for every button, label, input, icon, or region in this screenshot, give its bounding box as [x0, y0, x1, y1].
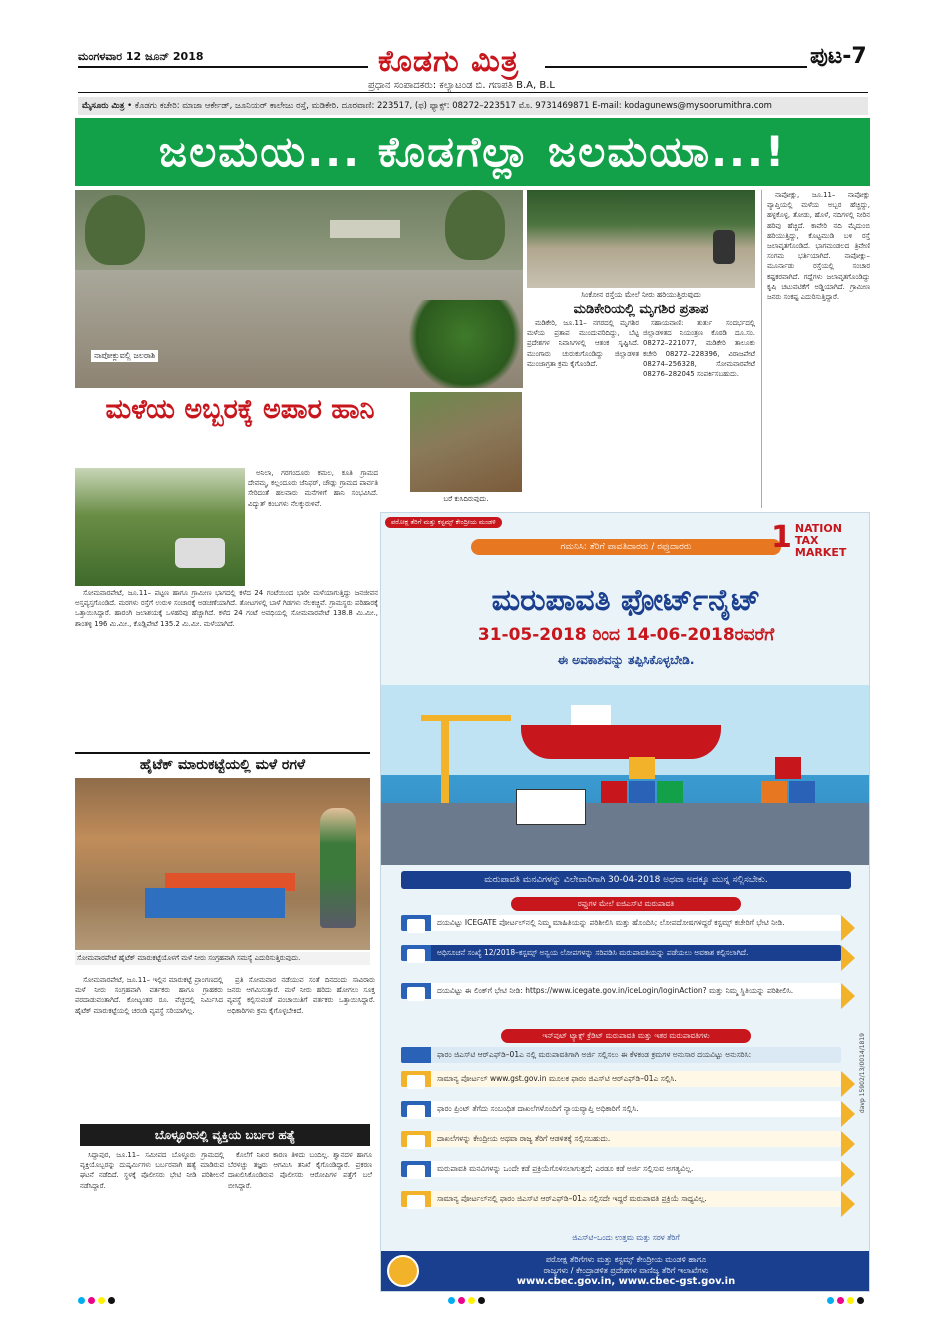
ad-row-text: ಅಧಿಸೂಚನೆ ಸಂಖ್ಯೆ 12/2018–ಕಸ್ಟಮ್ಸ್ ಅನ್ವಯ ಲೋಪಗಳನ್ನು ಸರಿಪಡಿಸಿ ಮರುಪಾವತಿಯನ್ನು ಪಡೆಯಲು ಅವಕಾಶ ಕಲ್ಪಿಸಲಾಗಿದೆ.: [437, 948, 749, 957]
masthead-rule-left: [78, 66, 368, 68]
ad-row-intro: [401, 1047, 841, 1063]
magenta-dot: [458, 1297, 465, 1304]
container-shape: [761, 781, 787, 803]
article-text: ಸೋಮವಾರಪೇಟೆ, ಜೂ.11– ಪಟ್ಟಣ ಹಾಗೂ ಗ್ರಾಮೀಣ ಭಾಗದಲ್ಲಿ ಕಳೆದ 24 ಗಂಟೆಯಿಂದ ಭಾರೀ ಮಳೆಯಾಗುತ್ತಿದ್ದು ಜನಜೀವನ ಅಸ್ತವ್ಯಸ್ತಗೊಂಡಿದೆ. ಮರಗಳು ರಸ್ತೆಗೆ ಉರುಳಿ ಸಂಚಾರಕ್ಕೆ ಅಡಚಣೆಯಾಗಿದೆ. ತೋಟಗಳಲ್ಲಿ ಬಾಳೆ ಗಿಡಗಳು ನೆಲಕಚ್ಚಿವೆ. ಗ್ರಾಮಸ್ಥರು ಪರಿಹಾರಕ್ಕೆ ಒತ್ತಾಯಿಸಿದ್ದಾರೆ. ಹಾರಂಗಿ ಜಲಾಶಯಕ್ಕೆ ಒಳಹರಿವು ಹೆಚ್ಚಾಗಿದೆ. ಕಳೆದ 24 ಗಂಟೆ ಅವಧಿಯಲ್ಲಿ ಸೋಮವಾರಪೇಟೆ 138.8 ಮಿ.ಮೀ., ಶಾಂತಳ್ಳಿ 196 ಮಿ.ಮೀ., ಕೊಡ್ಲಿಪೇಟೆ 135.2 ಮಿ.ಮೀ. ಮಳೆಯಾಗಿದೆ.: [75, 589, 378, 628]
cbic-emblem-icon: [387, 1255, 419, 1287]
rain-damage-article-side: [248, 468, 378, 588]
article-text: ಸಹಾಯವಾಣಿ: ತುರ್ತು ಸಂದರ್ಭದಲ್ಲಿ ಜಿಲ್ಲಾಡಳಿತದ ನಿಯಂತ್ರಣ ಕೊಠಡಿ ದೂ.ಸಂ. 08272–221077, ಮಡಿಕೇರಿ ತಾಲೂಕು ಕಚೇರಿ 08272–228396, ವಿರಾಜಪೇಟೆ 08274–256328, ಸೋಮವಾರಪೇಟೆ 08276–282045 ಸಂಪರ್ಕಿಸಬಹುದು.: [643, 319, 755, 379]
container-shape: [629, 757, 655, 779]
article-text: ಸಿದ್ದಾಪುರ, ಜೂ.11– ಸಮೀಪದ ಬೊಳ್ಳೂರು ಗ್ರಾಮದಲ್ಲಿ ವ್ಯಕ್ತಿಯೊಬ್ಬರನ್ನು ದುಷ್ಕರ್ಮಿಗಳು ಬರ್ಬರವಾಗಿ ಹತ್ಯೆ ಮಾಡಿರುವ ಘಟನೆ ನಡೆದಿದೆ. ಸ್ಥಳಕ್ಕೆ ಪೊಲೀಸರು ಭೇಟಿ ನೀಡಿ ಪರಿಶೀಲನೆ ನಡೆಸಿದ್ದಾರೆ.: [80, 1151, 224, 1190]
ad-footer: [381, 1251, 870, 1292]
ad-notice: ಗಮನಿಸಿ: ತೆರಿಗೆ ಪಾವತಿದಾರರು / ರಫ್ತುದಾರರು: [471, 539, 781, 555]
container-shape: [657, 781, 683, 803]
napoklu-article: [767, 190, 870, 508]
house-shape: [330, 220, 400, 238]
ad-row-single-processing: [401, 1161, 841, 1177]
brand-line: MARKET: [794, 546, 847, 559]
cyan-dot: [827, 1297, 834, 1304]
container-shape: [629, 781, 655, 803]
ad-row-icegate: [401, 915, 841, 931]
dock-shape: [381, 803, 870, 865]
madikeri-article-col2: [643, 318, 755, 508]
main-headline-banner: ಜಲಮಯ... ಕೊಡಗೆಲ್ಲಾ ಜಲಮಯಾ...!: [75, 118, 870, 186]
ship-shape: [521, 725, 721, 759]
road-photo-caption: ಸಿಂಕೋನ ರಸ್ತೆಯ ಮೇಲೆ ನೀರು ಹರಿಯುತ್ತಿರುವುದು: [581, 290, 701, 299]
tree-shape: [85, 195, 145, 265]
article-text: ಅನಿಲಾ, ಗರಗಂದೂರು ಕಮಲ, ಕೂತಿ ಗ್ರಾಮದ ದೇವಮ್ಮ, ಕಲ್ಲಂದೂರು ಜೆನಿಫರ್, ಚೌಡ್ಲು ಗ್ರಾಮದ ಪಾರ್ವತಿ ಸೇರಿದಂತೆ ಹಲವಾರು ಮನೆಗಳಿಗೆ ಹಾನಿ ಸಂಭವಿಸಿದೆ. ವಿದ್ಯುತ್ ಕಂಬಗಳು ನೆಲಕ್ಕುರುಳಿವೆ.: [248, 469, 378, 508]
crane-arm-shape: [421, 715, 511, 721]
registration-marks-right: [827, 1297, 864, 1304]
plant-shape: [405, 300, 523, 388]
port-illustration: [381, 685, 870, 865]
printer-icon: [407, 1105, 425, 1119]
yellow-dot: [468, 1297, 475, 1304]
column-divider: [761, 190, 762, 508]
ad-row-text: ದಯವಿಟ್ಟು ICEGATE ಪೋರ್ಟಲ್‌ನಲ್ಲಿ ನಿಮ್ಮ ಮಾಹಿತಿಯನ್ನು ಪರಿಶೀಲಿಸಿ ಮತ್ತು ಹೊಂದಿಸಿ; ಲೋಪದೋಷಗಳಿದ್ದರೆ ಕಸ್ಟಮ್ಸ್ ಕಚೇರಿಗೆ ಭೇಟಿ ನೀಡಿ.: [437, 918, 785, 927]
ad-row-text: ಸಾಮಾನ್ಯ ಪೋರ್ಟಲ್ www.gst.gov.in ಮೂಲಕ ಫಾರಂ ಜಿಎಸ್‌ಟಿ ಆರ್‌ಎಫ್‌ಡಿ–01ಎ ಸಲ್ಲಿಸಿ.: [437, 1074, 677, 1083]
ship-cabin-shape: [571, 705, 611, 727]
ad-row-text: ದಯವಿಟ್ಟು ಈ ಲಿಂಕ್‌ಗೆ ಭೇಟಿ ನೀಡಿ: https://www.icegate.gov.in/iceLogin/loginAction? ಮತ್ತು ನಿಮ್ಮ ಸ್ಥಿತಿಯನ್ನು ಪರಿಶೀಲಿಸಿ.: [437, 986, 794, 995]
ad-row-notification: [401, 945, 841, 961]
person-shape: [320, 808, 356, 928]
black-dot: [857, 1297, 864, 1304]
arrow-icon: [841, 1131, 855, 1157]
tree-shape: [445, 190, 505, 260]
ad-row-text: ಮರುಪಾವತಿ ಮನವಿಗಳನ್ನು ಒಂದೇ ಕಡೆ ಪ್ರಕ್ರಿಯೆಗೊಳಿಸಲಾಗುತ್ತದೆ; ಎರಡೂ ಕಡೆ ಅರ್ಜಿ ಸಲ್ಲಿಸುವ ಅಗತ್ಯವಿಲ್ಲ.: [437, 1164, 694, 1173]
madikeri-article-col1: [527, 318, 639, 508]
ad-row-link: [401, 983, 841, 999]
cyan-dot: [78, 1297, 85, 1304]
crane-shape: [441, 715, 449, 815]
article-text: ಸೋಮವಾರಪೇಟೆ, ಜೂ.11– ಇಲ್ಲಿನ ಮಾರುಕಟ್ಟೆ ಪ್ರಾಂಗಣದಲ್ಲಿ ಮಳೆ ನೀರು ಸಂಗ್ರಹವಾಗಿ ವರ್ತಕರು ಹಾಗೂ ಗ್ರಾಹಕರು ಪರದಾಡುವಂತಾಗಿದೆ. ಕೋಟ್ಯಂತರ ರೂ. ವೆಚ್ಚದಲ್ಲಿ ನಿರ್ಮಿಸಿದ ಹೈಟೆಕ್ ಮಾರುಕಟ್ಟೆಯಲ್ಲಿ ಚರಂಡಿ ವ್ಯವಸ್ಥೆ ಸರಿಯಾಗಿಲ್ಲ.: [75, 976, 223, 1015]
checklist-icon: [407, 1165, 425, 1179]
gst-refund-advert: [380, 512, 870, 1292]
computer-icon: [407, 1075, 425, 1089]
brand-number: 1: [771, 520, 792, 555]
issue-date: ಮಂಗಳವಾರ 12 ಜೂನ್ 2018: [78, 50, 204, 63]
contact-bar: [78, 97, 868, 115]
document-icon: [407, 919, 425, 933]
murder-article-col2: [228, 1150, 372, 1290]
ad-footer-line: ಪರೋಕ್ಷ ತೆರಿಗೆಗಳು ಮತ್ತು ಕಸ್ಟಮ್ಸ್ ಕೇಂದ್ರೀಯ ಮಂಡಳಿ ಹಾಗೂ: [545, 1255, 707, 1264]
yellow-dot: [98, 1297, 105, 1304]
arrow-icon: [841, 1101, 855, 1127]
registration-marks-left: [78, 1297, 115, 1304]
magenta-dot: [837, 1297, 844, 1304]
murder-article-col1: [80, 1150, 224, 1290]
market-photo: [75, 778, 370, 950]
landslide-caption: ಬರೆ ಕುಸಿದಿರುವುದು.: [443, 495, 489, 503]
madikeri-headline: ಮಡಿಕೇರಿಯಲ್ಲಿ ಮೃಗಶಿರ ಪ್ರತಾಪ: [573, 302, 709, 317]
article-text: ಮಡಿಕೇರಿ, ಜೂ.11– ನಗರದಲ್ಲಿ ಮೃಗಶಿರ ಮಳೆಯ ಪ್ರತಾಪ ಮುಂದುವರಿದಿದ್ದು, ಬೆಟ್ಟ ಪ್ರದೇಶಗಳ ನಿವಾಸಿಗಳಲ್ಲಿ ಆತಂಕ ಸೃಷ್ಟಿಸಿದೆ. ಮುಂಗಾರು ಚುರುಕುಗೊಂಡಿದ್ದು ಜಿಲ್ಲಾಡಳಿತ ಮುಂಜಾಗ್ರತಾ ಕ್ರಮ ಕೈಗೊಂಡಿದೆ.: [527, 319, 639, 368]
cyan-dot: [448, 1297, 455, 1304]
ad-row-gst-portal: [401, 1071, 841, 1087]
car-shape: [175, 538, 225, 568]
officer-icon: [407, 1135, 425, 1149]
market-article-col2: [227, 975, 375, 1120]
ad-row-submit-docs: [401, 1131, 841, 1147]
landslide-photo: [410, 392, 522, 492]
page-number: ಪುಟ-7: [810, 44, 867, 69]
arrow-icon: [841, 1191, 855, 1217]
contact-details: • ಕೊಡಗು ಕಚೇರಿ: ಮಾಜಾ ಆರ್ಕೇಡ್, ಜೂನಿಯರ್ ಕಾಲೇಜು ರಸ್ತೆ, ಮಡಿಕೇರಿ. ದೂರವಾಣಿ: 223517, (ಫ) ಫ್ಯಾಕ್ಸ್: 08272–223517 ಮೊ. 9731469871 E-mail: kodagunews@mysoorumithra.com: [124, 101, 772, 111]
notice-icon: [407, 949, 425, 963]
ad-row-text: ಫಾರಂ ಪ್ರಿಂಟ್ ತೆಗೆದು ಸಂಬಂಧಿತ ದಾಖಲೆಗಳೊಂದಿಗೆ ನ್ಯಾಯವ್ಯಾಪ್ತಿ ಅಧಿಕಾರಿಗೆ ಸಲ್ಲಿಸಿ.: [437, 1104, 639, 1113]
arrow-icon: [841, 1161, 855, 1187]
ad-row-text: ಫಾರಂ ಜಿಎಸ್‌ಟಿ ಆರ್‌ಎಫ್‌ಡಿ–01ಎ ನಲ್ಲಿ ಮರುಪಾವತಿಗಾಗಿ ಅರ್ಜಿ ಸಲ್ಲಿಸಲು ಈ ಕೆಳಕಂಡ ಕ್ರಮಗಳ ಅನುಸಾರ ದಯವಿಟ್ಟು ಅನುಸರಿಸಿ:: [437, 1050, 752, 1059]
ad-footer-line: ರಾಜ್ಯಗಳು / ಕೇಂದ್ರಾಡಳಿತ ಪ್ರದೇಶಗಳ ವಾಣಿಜ್ಯ ತೆರಿಗೆ ಇಲಾಖೆಗಳು: [543, 1266, 709, 1275]
computer-icon: [407, 987, 425, 1001]
ad-websites: www.cbec.gov.in, www.cbec-gst.gov.in: [516, 1276, 736, 1287]
magenta-dot: [88, 1297, 95, 1304]
ad-deadline-note: ಮರುಪಾವತಿ ಮನವಿಗಳನ್ನು ವಿಲೇವಾರಿಗಾಗಿ 30-04-2018 ಅಥವಾ ಅದಕ್ಕೂ ಮುನ್ನ ಸಲ್ಲಿಸಬೇಕು.: [401, 871, 851, 889]
murder-headline: ಬೊಳ್ಳೂರಿನಲ್ಲಿ ವ್ಯಕ್ತಿಯ ಬರ್ಬರ ಹತ್ಯೆ: [80, 1124, 370, 1146]
banana-plantation-photo: [75, 468, 245, 586]
computer-icon: [407, 1195, 425, 1209]
market-photo-caption: ಸೋಮವಾರಪೇಟೆ ಹೈಟೆಕ್ ಮಾರುಕಟ್ಟೆಯೊಳಗೆ ಮಳೆ ನೀರು ಸಂಗ್ರಹವಾಗಿ ಸಮಸ್ಯೆ ಎದುರಿಸುತ್ತಿರುವುದು.: [75, 952, 370, 965]
registration-marks-center: [448, 1297, 485, 1304]
brand-line: TAX: [794, 534, 819, 547]
black-dot: [108, 1297, 115, 1304]
ad-release-code: davp 15902/13/0014/1819: [859, 1033, 866, 1114]
ad-row-print-form: [401, 1101, 841, 1117]
road-flood-photo: [527, 190, 755, 288]
arrow-icon: [841, 915, 855, 941]
arrow-icon: [841, 983, 855, 1009]
black-dot: [478, 1297, 485, 1304]
container-shape: [789, 781, 815, 803]
chief-editor-line: ಪ್ರಧಾನ ಸಂಪಾದಕರು: ಕಲ್ಯಾಟಂಡ ಬಿ. ಗಣಪತಿ B.A, B.L: [368, 80, 555, 91]
container-shape: [601, 781, 627, 803]
rain-damage-article: [75, 588, 378, 748]
ad-row-text: ದಾಖಲೆಗಳನ್ನು ಕೇಂದ್ರೀಯ ಅಥವಾ ರಾಜ್ಯ ತೆರಿಗೆ ಆಡಳಿತಕ್ಕೆ ಸಲ್ಲಿಸಬಹುದು.: [437, 1134, 611, 1143]
ad-row-text: ಸಾಮಾನ್ಯ ಪೋರ್ಟಲ್‌ನಲ್ಲಿ ಫಾರಂ ಜಿಎಸ್‌ಟಿ ಆರ್‌ಎಫ್‌ಡಿ–01ಎ ಸಲ್ಲಿಸದೇ ಇದ್ದರೆ ಮರುಪಾವತಿ ಪ್ರಕ್ರಿಯೆ ಸಾಧ್ಯವಿಲ್ಲ.: [437, 1194, 707, 1203]
masthead-divider: [78, 92, 868, 93]
truck-shape: [516, 789, 586, 825]
article-text: ಕೊಲೆಗೆ ನಿಖರ ಕಾರಣ ತಿಳಿದು ಬಂದಿಲ್ಲ. ಶ್ವಾನದಳ ಹಾಗೂ ಬೆರಳಚ್ಚು ತಜ್ಞರು ಆಗಮಿಸಿ ತನಿಖೆ ಕೈಗೊಂಡಿದ್ದಾರೆ. ಪ್ರಕರಣ ದಾಖಲಿಸಿಕೊಂಡಿರುವ ಪೊಲೀಸರು ಆರೋಪಿಗಳ ಪತ್ತೆಗೆ ಬಲೆ ಬೀಸಿದ್ದಾರೆ.: [228, 1151, 372, 1190]
rain-damage-headline: ಮಳೆಯ ಅಬ್ಬರಕ್ಕೆ ಅಪಾರ ಹಾನಿ: [105, 394, 375, 425]
ad-section-igst: ರಫ್ತುಗಳ ಮೇಲೆ ಐಜಿಎಸ್‌ಟಿ ಮರುಪಾವತಿ: [511, 897, 741, 911]
arrow-icon: [841, 1071, 855, 1097]
ad-tagline: ಈ ಅವಕಾಶವನ್ನು ತಪ್ಪಿಸಿಕೊಳ್ಳಬೇಡಿ.: [557, 653, 695, 667]
newspaper-logo: ಕೊಡಗು ಮಿತ್ರ: [378, 44, 520, 79]
ad-row-required: [401, 1191, 841, 1207]
ad-title: ಮರುಪಾವತಿ ಫೋರ್ಟ್‌ನೈಟ್: [491, 583, 761, 618]
article-text: ನಾಪೋಕ್ಲು, ಜೂ.11– ನಾಪೋಕ್ಲು ವ್ಯಾಪ್ತಿಯಲ್ಲಿ ಮಳೆಯ ಅಬ್ಬರ ಹೆಚ್ಚಿದ್ದು, ಹಳ್ಳಕೊಳ್ಳ, ತೋಡು, ಹೊಳೆ, ನದಿಗಳಲ್ಲಿ ನೀರಿನ ಹರಿವು ಹೆಚ್ಚಿದೆ. ಕಾವೇರಿ ನದಿ ಮೈದುಂಬಿ ಹರಿಯುತ್ತಿದ್ದು, ಕೊಟ್ಟಮುಡಿ ಬಳಿ ರಸ್ತೆ ಜಲಾವೃತಗೊಂಡಿದೆ. ಭಾಗಮಂಡಲದ ತ್ರಿವೇಣಿ ಸಂಗಮ ಭರ್ತಿಯಾಗಿದೆ. ನಾಪೋಕ್ಲು–ಮೂರ್ನಾಡು ರಸ್ತೆಯಲ್ಲಿ ಸಂಚಾರ ಕಷ್ಟಕರವಾಗಿದೆ. ಗದ್ದೆಗಳು ಜಲಾವೃತಗೊಂಡಿದ್ದು ಕೃಷಿ ಚಟುವಟಿಕೆಗೆ ಅಡ್ಡಿಯಾಗಿದೆ. ಗ್ರಾಮೀಣ ಜನರು ಸಂಕಷ್ಟ ಎದುರಿಸುತ್ತಿದ್ದಾರೆ.: [767, 191, 870, 302]
arrow-icon: [841, 945, 855, 971]
brand-line: NATION: [794, 522, 842, 535]
market-article-col1: [75, 975, 223, 1120]
flood-photo: [75, 190, 523, 388]
scooter-shape: [713, 230, 735, 264]
contact-brand: ಮೈಸೂರು ಮಿತ್ರ: [82, 101, 125, 111]
container-shape: [775, 757, 801, 779]
ad-section-itc: ಇನ್‌ಪುಟ್ ಟ್ಯಾಕ್ಸ್ ಕ್ರೆಡಿಟ್ ಮರುಪಾವತಿ ಮತ್ತು ಇತರ ಮರುಪಾವತಿಗಳು: [501, 1029, 751, 1043]
yellow-dot: [847, 1297, 854, 1304]
hitech-market-headline: ಹೈಟೆಕ್ ಮಾರುಕಟ್ಟೆಯಲ್ಲಿ ಮಳೆ ರಗಳೆ: [75, 752, 370, 773]
one-nation-tax-market-logo: [771, 520, 867, 559]
ad-dates: 31-05-2018 ರಿಂದ 14-06-2018ರವರೆಗೆ: [477, 625, 775, 645]
crates-shape: [145, 888, 285, 918]
flood-photo-caption: ನಾಪೋಕ್ಲುವಲ್ಲಿ ಜಲರಾಶಿ: [91, 350, 158, 362]
ad-ribbon: ಪರೋಕ್ಷ ತೆರಿಗೆ ಮತ್ತು ಕಸ್ಟಮ್ಸ್ ಕೇಂದ್ರೀಯ ಮಂಡಳಿ: [385, 517, 502, 528]
masthead-rule-right: [545, 66, 807, 68]
gst-tagline: ಜಿಎಸ್‌ಟಿ–ಒಂದು ಉತ್ತಮ ಮತ್ತು ಸರಳ ತೆರಿಗೆ: [481, 1233, 771, 1247]
article-text: ಪ್ರತಿ ಸೋಮವಾರ ನಡೆಯುವ ಸಂತೆ ದಿನದಂದು ಸಾವಿರಾರು ಜನರು ಆಗಮಿಸುತ್ತಾರೆ. ಮಳೆ ನೀರು ಹರಿದು ಹೋಗಲು ಸೂಕ್ತ ವ್ಯವಸ್ಥೆ ಕಲ್ಪಿಸುವಂತೆ ಪಂಚಾಯಿತಿಗೆ ವರ್ತಕರು ಒತ್ತಾಯಿಸಿದ್ದಾರೆ. ಅಧಿಕಾರಿಗಳು ಕ್ರಮ ಕೈಗೊಳ್ಳಬೇಕಿದೆ.: [227, 976, 375, 1015]
